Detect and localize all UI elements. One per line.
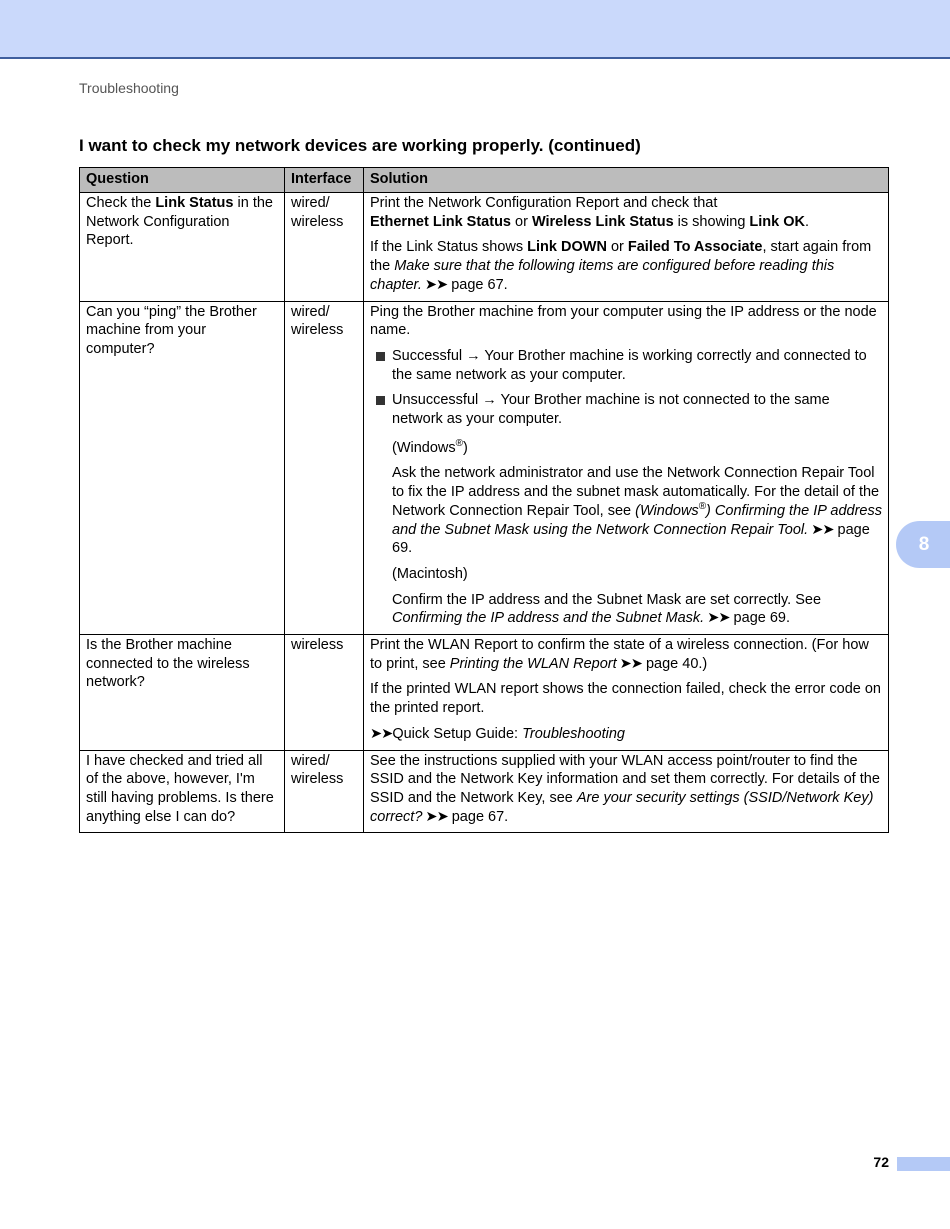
table-header-row <box>80 168 889 193</box>
page-number-bar <box>897 1157 950 1171</box>
bullet-item: Unsuccessful → Your Brother machine is not connected to the same network as your computer. <box>370 391 882 428</box>
header-band <box>0 0 950 59</box>
solution-cell <box>364 635 889 751</box>
cross-reference-link[interactable]: (Windows®) Confirming the IP address and the Subnet Mask using the Network Connection Repair Tool. <box>392 501 883 538</box>
solution-paragraph: If the Link Status shows Link DOWN or Failed To Associate, start again from the Make sure that the following items are configured before reading this chapter. ➤➤ page 67. <box>370 239 872 293</box>
square-bullet-icon <box>376 396 385 405</box>
running-header: Troubleshooting <box>79 80 179 96</box>
interface-text: wireless <box>291 322 344 339</box>
arrow-icon: ➤➤ <box>422 808 448 825</box>
cross-reference-link[interactable]: Make sure that the following items are configured before reading this chapter. <box>370 258 835 293</box>
cross-reference-link[interactable]: Printing the WLAN Report <box>449 655 617 672</box>
table-row <box>80 635 889 751</box>
cross-reference-link[interactable]: Confirming the IP address and the Subnet Mask. <box>392 610 705 627</box>
table-row <box>80 301 889 635</box>
solution-cell <box>364 193 889 302</box>
arrow-icon: ➤➤ <box>704 610 730 627</box>
solution-paragraph: See the instructions supplied with your WLAN access point/router to find the SSID and the Network Key information and set them correctly. For details of the SSID and the Network Key, see Are your security settings (SSID/Network Key) correct? ➤➤ page 67. <box>370 752 880 825</box>
square-bullet-icon <box>376 352 385 361</box>
arrow-icon: ➤➤ <box>370 725 393 742</box>
column-header-interface: Interface <box>285 168 364 193</box>
interface-cell <box>285 301 364 635</box>
troubleshooting-table <box>79 167 889 833</box>
question-cell: Can you “ping” the Brother machine from your computer? <box>80 301 285 635</box>
table-row <box>80 750 889 833</box>
solution-paragraph: If the printed WLAN report shows the connection failed, check the error code on the printed report. <box>370 681 881 717</box>
solution-paragraph: Ping the Brother machine from your computer using the IP address or the node name. <box>370 303 877 339</box>
interface-text: wireless <box>291 213 344 230</box>
interface-text: wired/ <box>291 195 330 211</box>
bullet-item: Successful → Your Brother machine is working correctly and connected to the same network as your computer. <box>370 347 882 384</box>
question-bold: Link Status <box>155 195 234 211</box>
question-cell: Is the Brother machine connected to the wireless network? <box>80 635 285 751</box>
cross-reference-link[interactable]: Troubleshooting <box>522 725 625 742</box>
arrow-icon: ➤➤ <box>616 655 642 672</box>
solution-cell <box>364 301 889 635</box>
chapter-tab[interactable]: 8 <box>896 521 950 568</box>
arrow-icon: ➤➤ <box>808 521 834 538</box>
page-number: 72 <box>873 1154 889 1170</box>
solution-paragraph: ➤➤Quick Setup Guide: Troubleshooting <box>370 725 625 742</box>
interface-text: wired/ <box>291 752 330 769</box>
macintosh-label: (Macintosh) <box>392 565 468 582</box>
solution-cell <box>364 750 889 833</box>
interface-text: wireless <box>291 771 344 788</box>
interface-text: wired/ <box>291 303 330 320</box>
column-header-question: Question <box>80 168 285 193</box>
section-title: I want to check my network devices are working properly. (continued) <box>79 136 641 155</box>
interface-cell <box>285 750 364 833</box>
column-header-solution: Solution <box>364 168 889 193</box>
interface-cell: wireless <box>285 635 364 751</box>
arrow-icon: ➤➤ <box>421 276 448 293</box>
solution-paragraph: Print the WLAN Report to confirm the state of a wireless connection. (For how to print, see Printing the WLAN Report ➤➤ page 40.) <box>370 637 869 672</box>
solution-paragraph: Confirm the IP address and the Subnet Mask are set correctly. See Confirming the IP address and the Subnet Mask. ➤➤ page 69. <box>392 591 822 627</box>
solution-paragraph: Print the Network Configuration Report and check that Ethernet Link Status or Wireless Link Status is showing Link OK. <box>370 195 810 230</box>
solution-paragraph: Ask the network administrator and use the Network Connection Repair Tool to fix the IP address and the subnet mask automatically. For the detail of the Network Connection Repair Tool, see (Windows®) Confirming the IP address and the Subnet Mask using the Network Connection Repair Tool. ➤➤ page 69. <box>392 465 883 557</box>
windows-label: (Windows®) <box>392 437 468 456</box>
question-text: Check the <box>86 195 156 211</box>
interface-cell <box>285 193 364 302</box>
table-row <box>80 193 889 302</box>
question-cell <box>80 193 285 302</box>
question-cell: I have checked and tried all of the above, however, I'm still having problems. Is there anything else I can do? <box>80 750 285 833</box>
cross-reference-link[interactable]: Are your security settings (SSID/Network Key) correct? <box>370 789 874 825</box>
question-text: in the Network Configuration Report. <box>86 195 273 249</box>
